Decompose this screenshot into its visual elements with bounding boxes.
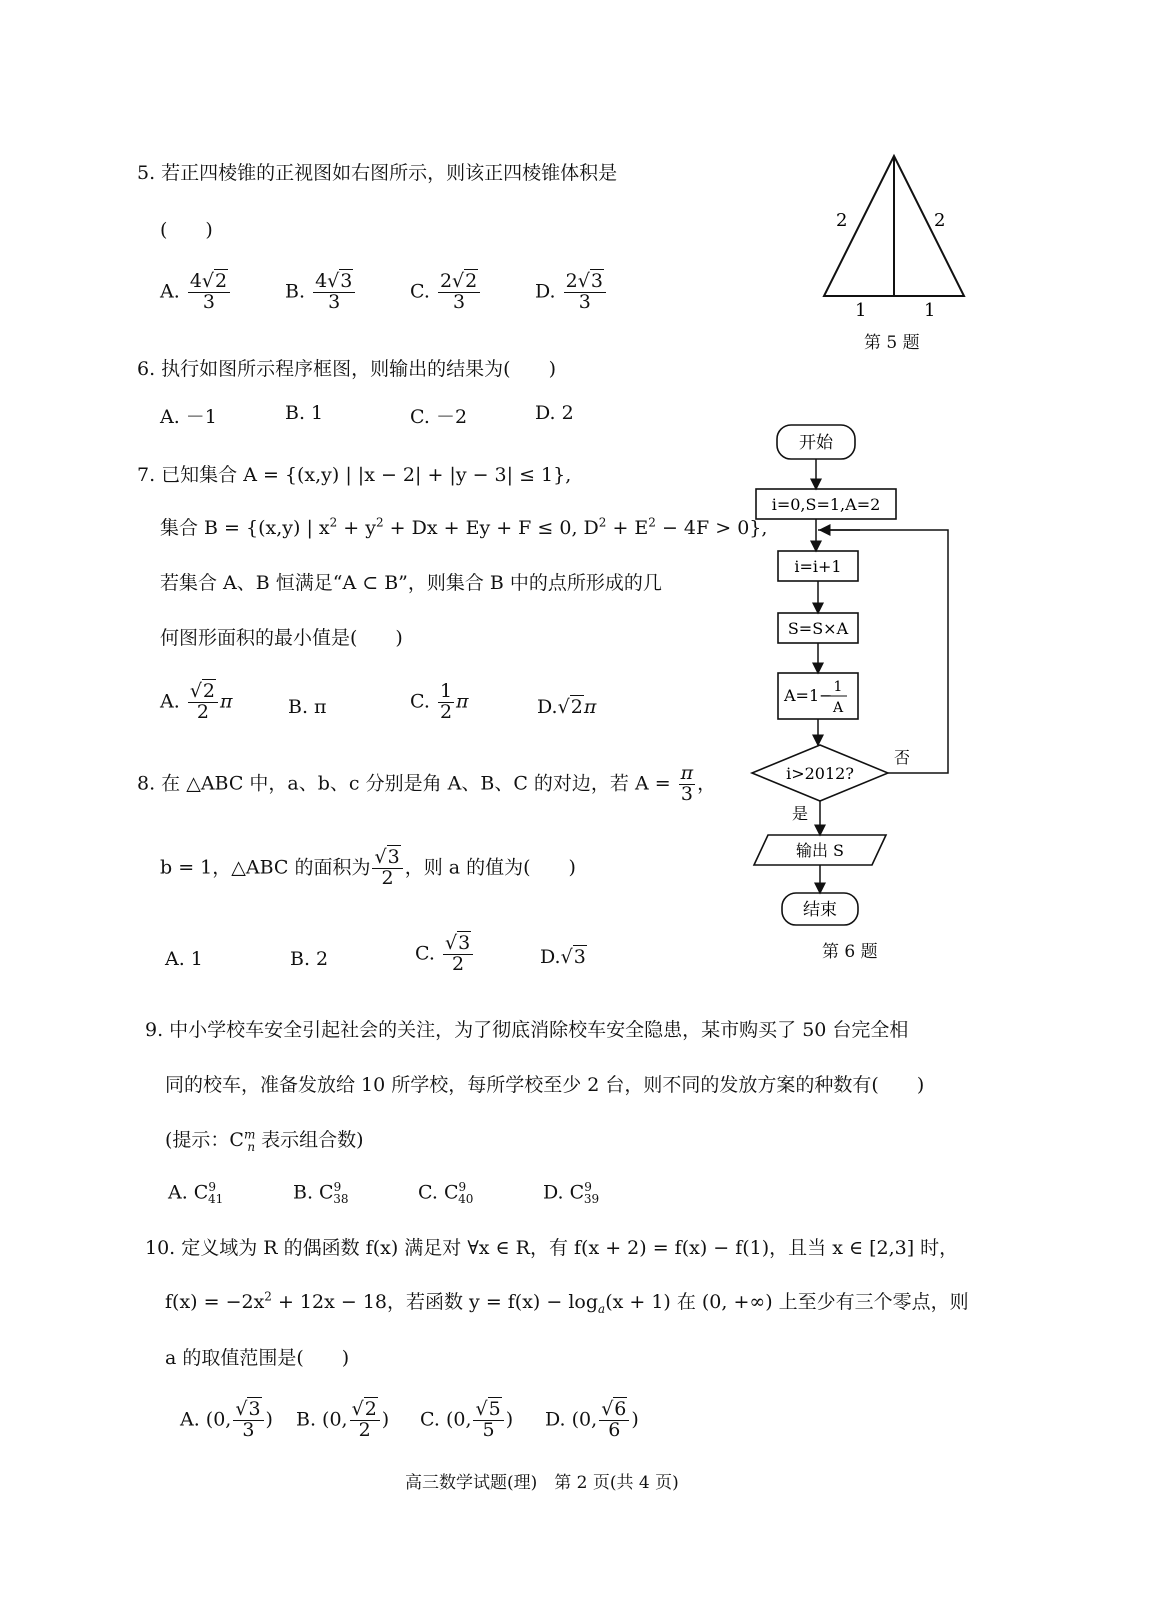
flow-step3-den: A bbox=[832, 700, 844, 716]
q5-base-left-label: 1 bbox=[855, 300, 867, 321]
flow-output-label: 输出 S bbox=[795, 841, 845, 860]
q6-option-a: A. －1 bbox=[160, 406, 217, 428]
q8-line1: 8. 在 △ABC 中，a、b、c 分别是角 A、B、C 的对边，若 A = $\frac{\pi}{3}$ ， bbox=[137, 762, 717, 805]
q10-line1: 10. 定义域为 R 的偶函数 f(x) 满足对 ∀x ∈ R，有 f(x + 2) = f(x) − f(1)，且当 x ∈ [2,3] 时， bbox=[145, 1237, 959, 1259]
q9-hint: (提示：$C^m_n$ 表示组合数) bbox=[165, 1127, 364, 1154]
q5-front-view-figure bbox=[810, 150, 980, 321]
q9-line2: 同的校车，准备发放给 10 所学校，每所学校至少 2 台，则不同的发放方案的种数有( ) bbox=[165, 1074, 925, 1096]
flow-no-label: 否 bbox=[894, 748, 911, 767]
q5-side-left-label: 2 bbox=[836, 210, 848, 231]
q5-option-c: C. $\frac{2√2}{3}$ bbox=[410, 272, 482, 313]
flow-start-label: 开始 bbox=[799, 433, 833, 453]
q10-option-a: A. (0, $\frac{√3}{3}$ ) bbox=[180, 1398, 273, 1441]
q5-base-right-label: 1 bbox=[924, 300, 936, 321]
q9-line1: 9. 中小学校车安全引起社会的关注，为了彻底消除校车安全隐患，某市购买了 50 台完全相 bbox=[145, 1019, 909, 1041]
flow-step3-num: 1 bbox=[833, 679, 843, 695]
flow-step3-prefix: A=1− bbox=[784, 686, 833, 705]
q5-blank: ( ) bbox=[160, 219, 213, 241]
q6-stem: 6. 执行如图所示程序框图，则输出的结果为( ) bbox=[137, 358, 556, 380]
q7-line2: 集合 B = {(x,y) | $x^2 + y^2 + Dx + Ey + F \le 0$, $D^2 + E^2 - 4F > 0$}, bbox=[160, 515, 768, 539]
page-footer: 高三数学试题(理) 第 2 页(共 4 页) bbox=[405, 1473, 679, 1493]
q10-option-d: D. (0, $\frac{√6}{6}$ ) bbox=[545, 1398, 639, 1441]
q10-line3: a 的取值范围是( ) bbox=[165, 1347, 350, 1369]
flow-yes-label: 是 bbox=[792, 804, 809, 823]
q8-option-b: B. 2 bbox=[290, 948, 329, 970]
q7-line4: 何图形面积的最小值是( ) bbox=[160, 627, 403, 649]
q9-option-c: C. $C^9_{40}$ bbox=[418, 1180, 474, 1207]
q9-option-a: A. $C^9_{41}$ bbox=[168, 1180, 224, 1207]
q7-option-b: B. π bbox=[288, 696, 327, 718]
q8-option-d: D.√3 bbox=[540, 946, 586, 968]
q5-option-b: B. $\frac{4√3}{3}$ bbox=[285, 272, 357, 313]
q5-side-right-label: 2 bbox=[934, 210, 946, 231]
q6-option-c: C. －2 bbox=[410, 406, 468, 428]
q7-line1: 7. 已知集合 A = {(x,y) | |x − 2| + |y − 3| ≤ 1}, bbox=[137, 464, 572, 486]
q8-option-c: C. $\frac{√3}{2}$ bbox=[415, 934, 475, 975]
q7-line3: 若集合 A、B 恒满足“A ⊂ B”，则集合 B 中的点所形成的几 bbox=[160, 572, 662, 594]
flow-step2-label: S=S×A bbox=[787, 619, 849, 638]
q5-stem: 5. 若正四棱锥的正视图如右图所示，则该正四棱锥体积是 bbox=[137, 162, 618, 184]
q7-option-d: D.√2π bbox=[537, 696, 597, 718]
q8-option-a: A. 1 bbox=[165, 948, 203, 970]
q8-line2: b = 1，△ABC 的面积为 $\frac{√3}{2}$ ，则 a 的值为( ) bbox=[160, 846, 576, 889]
q10-option-b: B. (0, $\frac{√2}{2}$ ) bbox=[296, 1398, 390, 1441]
q6-flowchart bbox=[740, 415, 980, 945]
flow-end-label: 结束 bbox=[803, 900, 837, 920]
flow-init-label: i=0,S=1,A=2 bbox=[771, 495, 881, 514]
q7-option-c: C. $\frac{1}{2}$ π bbox=[410, 680, 469, 723]
q9-option-d: D. $C^9_{39}$ bbox=[543, 1180, 600, 1207]
q5-option-d: D. $\frac{2√3}{3}$ bbox=[535, 272, 608, 313]
q6-option-b: B. 1 bbox=[285, 402, 324, 424]
q5-figure-caption: 第 5 题 bbox=[864, 333, 920, 353]
q7-option-a: A. $\frac{√2}{2}$ π bbox=[160, 680, 233, 723]
q6-figure-caption: 第 6 题 bbox=[822, 942, 878, 962]
flow-step1-label: i=i+1 bbox=[794, 557, 842, 576]
flow-condition-label: i>2012? bbox=[786, 764, 854, 783]
q10-option-c: C. (0, $\frac{√5}{5}$ ) bbox=[420, 1398, 514, 1441]
q5-option-a: A. $\frac{4√2}{3}$ bbox=[160, 272, 232, 313]
q6-option-d: D. 2 bbox=[535, 402, 574, 424]
q9-option-b: B. $C^9_{38}$ bbox=[293, 1180, 349, 1207]
q10-line2: $f(x) = -2x^2 + 12x - 18$，若函数 $y = f(x) - \log_a(x + 1)$ 在 (0, +∞) 上至少有三个零点，则 bbox=[165, 1289, 969, 1316]
